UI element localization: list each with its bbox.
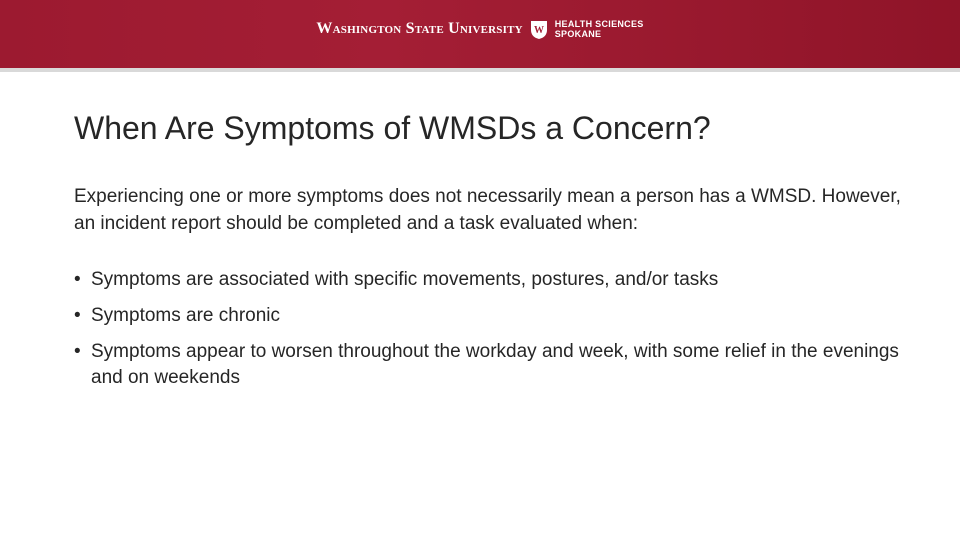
bullet-text: Symptoms are associated with specific movements, postures, and/or tasks [91, 269, 719, 290]
campus-label-line2: SPOKANE [554, 29, 602, 39]
bullet-item [74, 267, 914, 293]
bullet-text: Symptoms appear to worsen throughout the workday and week, with some relief in the evenings and on weekends [91, 341, 899, 388]
wsu-brand-lockup [0, 18, 960, 40]
bullet-item [74, 339, 914, 391]
svg-text:W: W [533, 25, 544, 36]
bullet-item [74, 303, 914, 329]
campus-label-line1: HEALTH SCIENCES [554, 19, 644, 29]
bullet-icon: • [74, 305, 81, 326]
slide-title: When Are Symptoms of WMSDs a Concern? [74, 110, 711, 146]
bullet-text: Symptoms are chronic [91, 305, 281, 326]
wsu-cougar-logo-icon [529, 18, 549, 40]
header-banner [0, 0, 960, 72]
campus-label [555, 19, 644, 39]
bullet-icon: • [74, 269, 81, 290]
intro-paragraph: Experiencing one or more symptoms does not necessarily mean a person has a WMSD. However, an incident report should be completed and a task evaluated when: [74, 186, 901, 234]
bullet-list [74, 267, 914, 401]
university-wordmark: Washington State University [316, 20, 523, 37]
bullet-icon: • [74, 341, 81, 362]
